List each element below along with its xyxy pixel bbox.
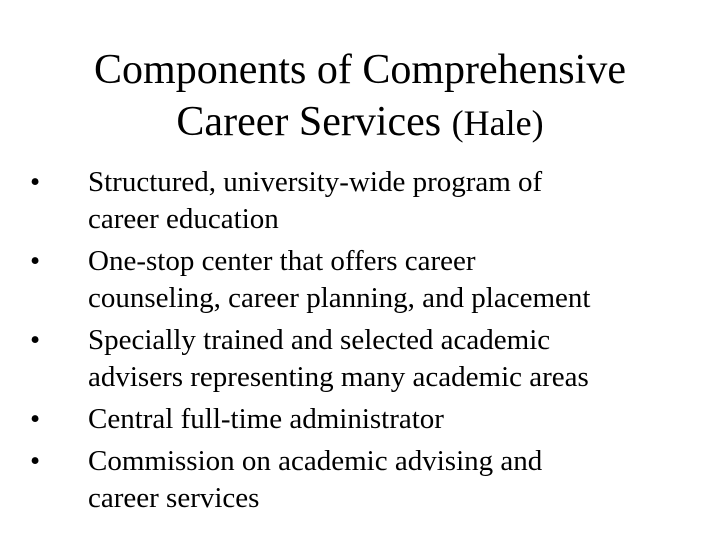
bullet-icon: • [30,445,41,477]
bullet-text-line-1: Commission on academic advising and [88,445,543,477]
bullet-item [30,164,690,238]
bullet-text-line-2: counseling, career planning, and placement [88,282,591,314]
bullet-text-line-2: career education [88,203,279,235]
slide-title [60,44,660,149]
bullet-icon: • [30,245,41,277]
bullet-list [30,164,690,522]
bullet-text-line-2: career services [88,482,260,514]
bullet-item [30,443,690,517]
bullet-text-line-1: Specially trained and selected academic [88,324,551,356]
bullet-icon: • [30,403,41,435]
bullet-text-line-1: One-stop center that offers career [88,245,476,277]
bullet-item [30,401,690,438]
bullet-item [30,243,690,317]
title-main-text: Career Services [176,99,442,145]
bullet-icon: • [30,324,41,356]
bullet-text-line-1: Structured, university-wide program of [88,166,543,198]
bullet-item [30,322,690,396]
title-line-2 [60,96,660,149]
title-line-1: Components of Comprehensive [94,47,626,93]
bullet-text-line-2: advisers representing many academic areas [88,361,589,393]
title-author-suffix: (Hale) [451,103,544,143]
bullet-text-line-1: Central full-time administrator [88,403,444,435]
bullet-icon: • [30,166,41,198]
